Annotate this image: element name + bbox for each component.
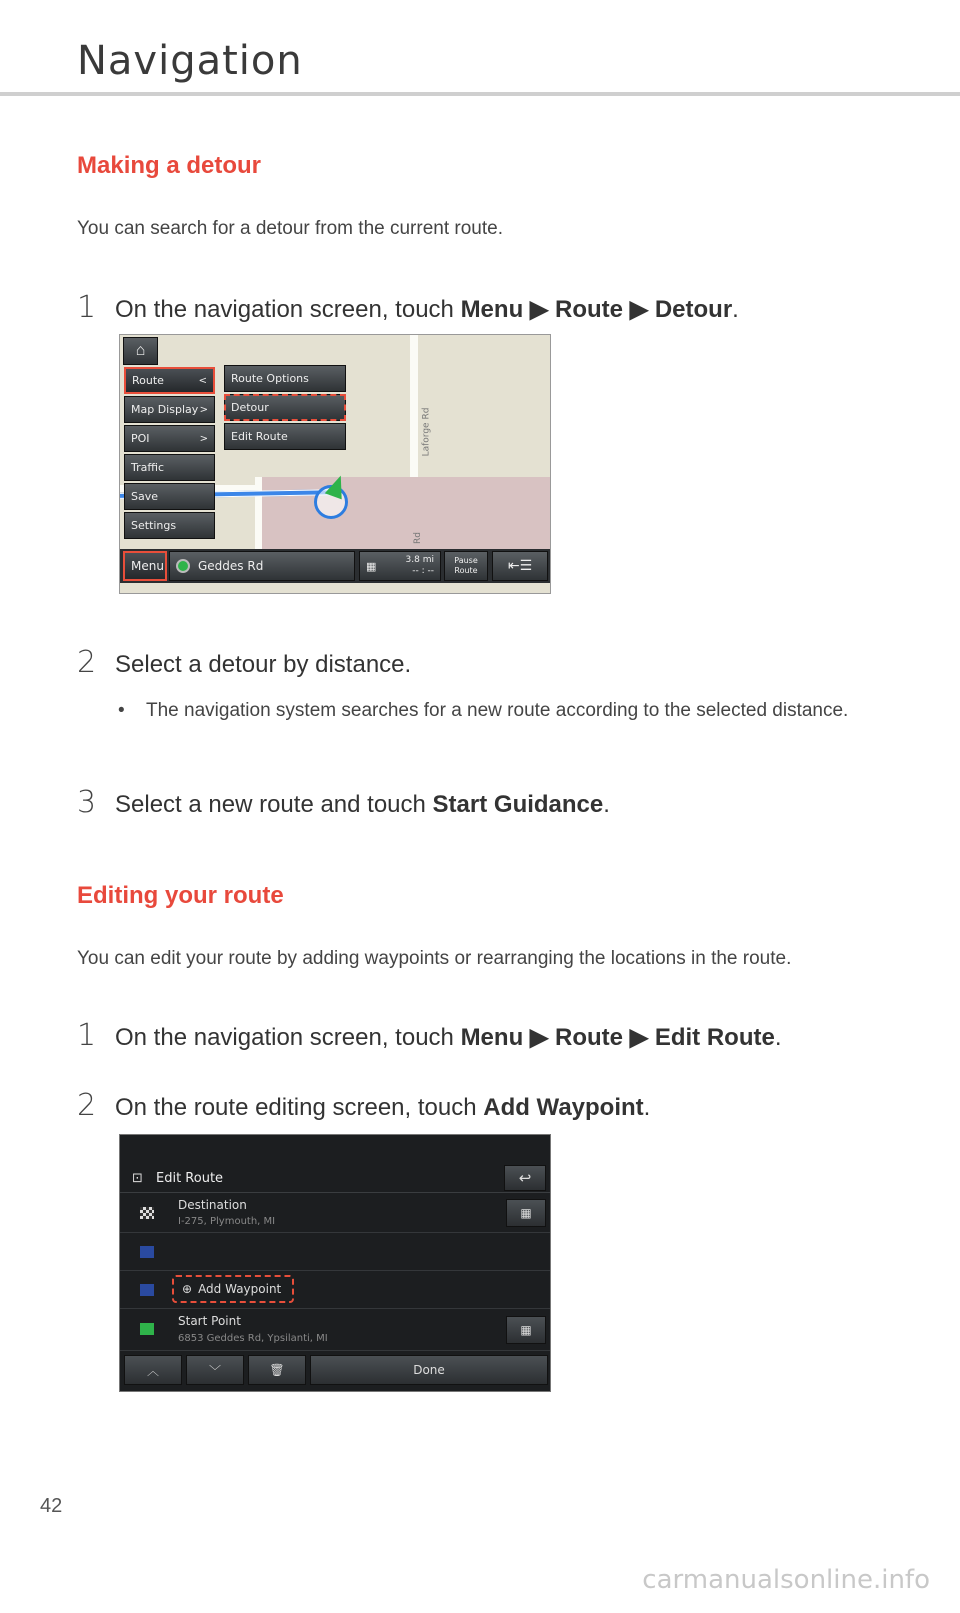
list-item-start-point[interactable]: Start Point 6853 Geddes Rd, Ypsilanti, MI ▦: [120, 1309, 551, 1351]
detour-step-1: [77, 290, 739, 325]
navigation-menu-screenshot: [119, 334, 551, 594]
chevron-right-icon: >: [199, 404, 208, 415]
chevron-left-icon: <: [198, 375, 207, 386]
step-number: 2: [77, 1088, 97, 1123]
done-button[interactable]: Done: [310, 1355, 548, 1385]
plus-circle-icon: ⊕: [182, 1282, 193, 1296]
section-title-edit-route: Editing your route: [77, 882, 284, 909]
page-number: 42: [40, 1495, 63, 1517]
submenu-item-edit-route[interactable]: Edit Route: [224, 423, 346, 450]
menu-item-traffic[interactable]: Traffic: [124, 454, 215, 481]
detour-intro: You can search for a detour from the current route.: [77, 218, 503, 239]
chevron-right-icon: >: [199, 433, 208, 444]
submenu-item-detour[interactable]: Detour: [224, 394, 346, 421]
list-item-destination[interactable]: Destination I-275, Plymouth, MI ▦: [120, 1193, 551, 1233]
watermark: carmanualsonline.info: [642, 1565, 930, 1595]
step-text: On the route editing screen, touch Add Waypoint.: [115, 1094, 651, 1121]
move-up-icon[interactable]: ︿: [124, 1355, 182, 1385]
map-search-icon[interactable]: ▦: [506, 1199, 546, 1227]
waypoint-flag-icon: [140, 1284, 154, 1296]
step-number: 3: [77, 785, 97, 820]
step-number: 1: [77, 290, 97, 325]
header-divider: [0, 92, 960, 96]
edit-route-icon: ⊡: [132, 1171, 143, 1186]
back-icon[interactable]: ↩: [504, 1165, 546, 1191]
delete-icon[interactable]: 🗑: [248, 1355, 306, 1385]
menu-item-route[interactable]: Route <: [124, 367, 215, 394]
distance-time-display[interactable]: ▦ 3.8 mi -- : --: [359, 551, 441, 581]
detour-step-3: [77, 785, 610, 820]
road-label: Rd: [412, 532, 423, 544]
edit-route-header: [120, 1165, 551, 1193]
menu-item-poi[interactable]: POI >: [124, 425, 215, 452]
map-search-icon[interactable]: ▦: [506, 1316, 546, 1344]
finish-flag-icon: [140, 1207, 154, 1219]
add-waypoint-button[interactable]: ⊕ Add Waypoint: [172, 1275, 294, 1303]
edit-route-title: Edit Route: [156, 1171, 224, 1186]
list-item-add-waypoint[interactable]: [120, 1271, 551, 1309]
edit-intro: You can edit your route by adding waypoints or rearranging the locations in the route.: [77, 948, 792, 969]
list-item-waypoint[interactable]: [120, 1233, 551, 1271]
detour-step-2: [77, 645, 411, 680]
edit-step-2: [77, 1088, 650, 1123]
step-text: Select a detour by distance.: [115, 651, 412, 678]
move-down-icon[interactable]: ﹀: [186, 1355, 244, 1385]
waypoint-flag-icon: [140, 1246, 154, 1258]
step-text: On the navigation screen, touch Menu ▶ Route ▶ Detour.: [115, 296, 739, 323]
pause-route-button[interactable]: Pause Route: [444, 551, 488, 581]
step-number: 2: [77, 645, 97, 680]
home-icon[interactable]: ⌂: [123, 337, 158, 365]
step-number: 1: [77, 1018, 97, 1053]
step-text: Select a new route and touch Start Guidance.: [115, 791, 610, 818]
step-text: On the navigation screen, touch Menu ▶ Route ▶ Edit Route.: [115, 1024, 782, 1051]
page-title: Navigation: [77, 38, 303, 84]
road-label: Laforge Rd: [421, 407, 432, 457]
menu-item-map-display[interactable]: Map Display >: [124, 396, 215, 423]
menu-item-save[interactable]: Save: [124, 483, 215, 510]
compass-icon: [176, 559, 190, 573]
route-list-icon[interactable]: ⇤☰: [492, 551, 548, 581]
edit-step-1: [77, 1018, 782, 1053]
section-title-detour: Making a detour: [77, 152, 262, 179]
menu-item-settings[interactable]: Settings: [124, 512, 215, 539]
start-flag-icon: [140, 1323, 154, 1335]
current-road-display[interactable]: Geddes Rd: [169, 551, 355, 581]
finish-flag-icon: ▦: [366, 559, 377, 573]
edit-route-screenshot: [119, 1134, 551, 1392]
detour-bullet: • The navigation system searches for a new route according to the selected distance.: [118, 700, 849, 721]
menu-button[interactable]: Menu: [123, 551, 167, 581]
submenu-item-route-options[interactable]: Route Options: [224, 365, 346, 392]
